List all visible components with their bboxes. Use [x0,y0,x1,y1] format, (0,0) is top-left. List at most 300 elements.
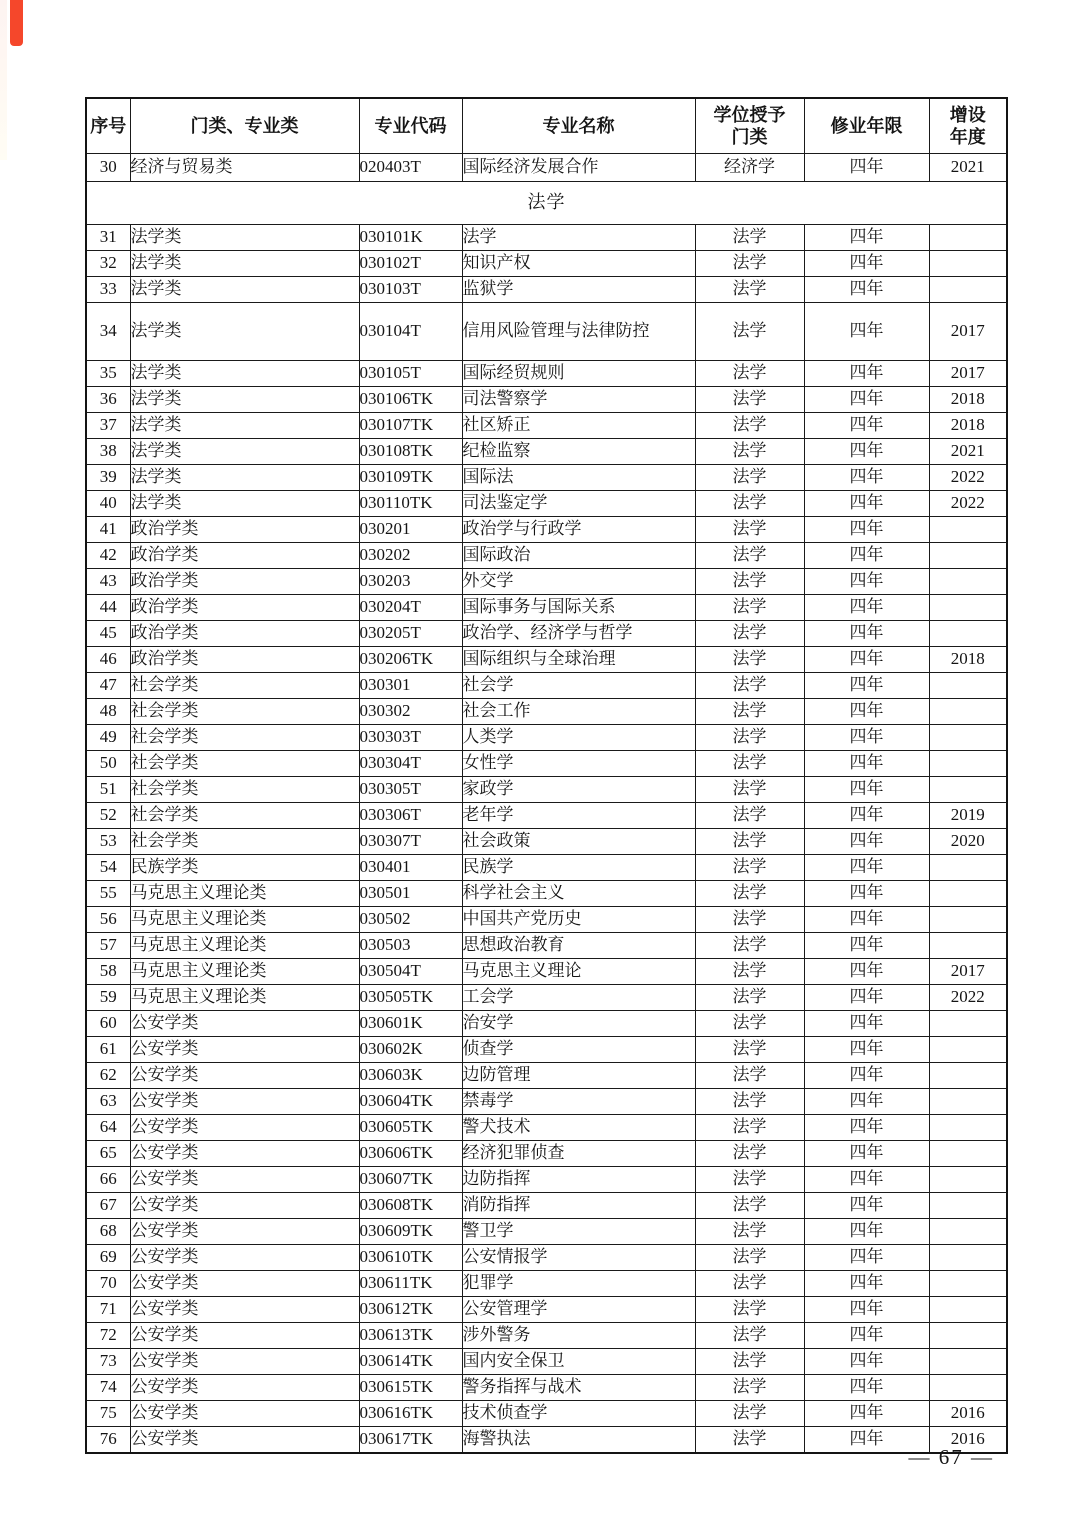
cell-serial: 65 [86,1141,130,1167]
cell-code: 020403T [359,154,462,182]
cell-serial: 39 [86,465,130,491]
cell-category: 社会学类 [130,803,359,829]
cell-category: 公安学类 [130,1193,359,1219]
cell-years: 四年 [804,439,929,465]
cell-category: 法学类 [130,465,359,491]
cell-years: 四年 [804,829,929,855]
cell-serial: 63 [86,1089,130,1115]
cell-category: 法学类 [130,303,359,361]
cell-serial: 58 [86,959,130,985]
table-row [86,933,1007,959]
cell-name: 工会学 [462,985,695,1011]
cell-years: 四年 [804,933,929,959]
cell-serial: 36 [86,387,130,413]
cell-year-added: 2022 [929,985,1007,1011]
table-row [86,439,1007,465]
cell-category: 政治学类 [130,647,359,673]
cell-code: 030305T [359,777,462,803]
table-row [86,959,1007,985]
table-row [86,1193,1007,1219]
cell-name: 公安情报学 [462,1245,695,1271]
cell-years: 四年 [804,543,929,569]
table-row [86,1063,1007,1089]
cell-degree: 法学 [695,1297,804,1323]
cell-name: 消防指挥 [462,1193,695,1219]
cell-year-added [929,569,1007,595]
cell-serial: 59 [86,985,130,1011]
cell-name: 思想政治教育 [462,933,695,959]
cell-years: 四年 [804,517,929,543]
table-row [86,621,1007,647]
cell-code: 030601K [359,1011,462,1037]
cell-name: 老年学 [462,803,695,829]
cell-serial: 48 [86,699,130,725]
cell-year-added [929,1271,1007,1297]
cell-degree: 法学 [695,1063,804,1089]
cell-years: 四年 [804,621,929,647]
cell-code: 030602K [359,1037,462,1063]
cell-year-added [929,251,1007,277]
table-row [86,154,1007,182]
cell-code: 030110TK [359,491,462,517]
cell-name: 侦查学 [462,1037,695,1063]
cell-year-added [929,1245,1007,1271]
cell-years: 四年 [804,855,929,881]
table-row [86,1375,1007,1401]
table-row [86,303,1007,361]
cell-degree: 法学 [695,1115,804,1141]
cell-code: 030606TK [359,1141,462,1167]
cell-name: 中国共产党历史 [462,907,695,933]
cell-degree: 法学 [695,1193,804,1219]
cell-serial: 42 [86,543,130,569]
cell-years: 四年 [804,1063,929,1089]
cell-code: 030105T [359,361,462,387]
cell-year-added [929,1219,1007,1245]
cell-category: 公安学类 [130,1167,359,1193]
cell-degree: 法学 [695,803,804,829]
table-row [86,1297,1007,1323]
cell-category: 法学类 [130,251,359,277]
cell-year-added [929,673,1007,699]
cell-degree: 法学 [695,491,804,517]
cell-name: 马克思主义理论 [462,959,695,985]
cell-degree: 法学 [695,303,804,361]
section-title: 法学 [86,182,1007,225]
cell-years: 四年 [804,725,929,751]
cell-degree: 法学 [695,907,804,933]
table-header [86,98,1007,154]
cell-year-added [929,1349,1007,1375]
cell-name: 外交学 [462,569,695,595]
cell-name: 警犬技术 [462,1115,695,1141]
cell-name: 技术侦查学 [462,1401,695,1427]
cell-name: 警卫学 [462,1219,695,1245]
cell-name: 社会学 [462,673,695,699]
table-row [86,517,1007,543]
cell-name: 法学 [462,225,695,251]
cell-degree: 法学 [695,277,804,303]
cell-code: 030502 [359,907,462,933]
cell-years: 四年 [804,1167,929,1193]
cell-category: 马克思主义理论类 [130,959,359,985]
cell-serial: 50 [86,751,130,777]
cell-category: 公安学类 [130,1297,359,1323]
cell-name: 政治学、经济学与哲学 [462,621,695,647]
cell-name: 家政学 [462,777,695,803]
table-row [86,251,1007,277]
col-header-years: 修业年限 [804,98,929,154]
cell-year-added [929,225,1007,251]
cell-serial: 34 [86,303,130,361]
cell-code: 030204T [359,595,462,621]
table-row [86,881,1007,907]
cell-serial: 38 [86,439,130,465]
cell-years: 四年 [804,881,929,907]
cell-year-added: 2020 [929,829,1007,855]
cell-name: 纪检监察 [462,439,695,465]
cell-degree: 法学 [695,1037,804,1063]
cell-degree: 法学 [695,1271,804,1297]
table-row [86,1037,1007,1063]
cell-years: 四年 [804,985,929,1011]
cell-degree: 法学 [695,387,804,413]
table-row [86,777,1007,803]
cell-degree: 法学 [695,1141,804,1167]
cell-degree: 法学 [695,413,804,439]
cell-years: 四年 [804,1323,929,1349]
cell-degree: 法学 [695,933,804,959]
table-row [86,829,1007,855]
cell-category: 公安学类 [130,1323,359,1349]
cell-year-added: 2021 [929,154,1007,182]
cell-year-added [929,855,1007,881]
cell-category: 政治学类 [130,595,359,621]
cell-degree: 法学 [695,621,804,647]
cell-name: 国际组织与全球治理 [462,647,695,673]
cell-year-added [929,1089,1007,1115]
cell-category: 马克思主义理论类 [130,907,359,933]
cell-serial: 55 [86,881,130,907]
table-row [86,361,1007,387]
cell-years: 四年 [804,465,929,491]
cell-category: 政治学类 [130,569,359,595]
cell-category: 公安学类 [130,1037,359,1063]
cell-code: 030107TK [359,413,462,439]
cell-code: 030104T [359,303,462,361]
cell-serial: 31 [86,225,130,251]
cell-year-added [929,777,1007,803]
cell-year-added [929,1375,1007,1401]
cell-category: 社会学类 [130,751,359,777]
cell-years: 四年 [804,1271,929,1297]
cell-code: 030504T [359,959,462,985]
cell-year-added: 2021 [929,439,1007,465]
col-header-name: 专业名称 [462,98,695,154]
cell-degree: 法学 [695,543,804,569]
cell-serial: 45 [86,621,130,647]
cell-year-added [929,1297,1007,1323]
table-row [86,569,1007,595]
cell-name: 信用风险管理与法律防控 [462,303,695,361]
cell-years: 四年 [804,1141,929,1167]
cell-code: 030608TK [359,1193,462,1219]
cell-year-added: 2016 [929,1401,1007,1427]
cell-degree: 法学 [695,465,804,491]
cell-category: 政治学类 [130,543,359,569]
cell-serial: 35 [86,361,130,387]
col-header-year-added: 增设 年度 [929,98,1007,154]
cell-year-added [929,1167,1007,1193]
table-row [86,277,1007,303]
cell-category: 公安学类 [130,1401,359,1427]
cell-category: 公安学类 [130,1271,359,1297]
cell-category: 公安学类 [130,1219,359,1245]
cell-code: 030109TK [359,465,462,491]
cell-year-added [929,1011,1007,1037]
cell-category: 公安学类 [130,1115,359,1141]
cell-year-added [929,751,1007,777]
cell-serial: 49 [86,725,130,751]
cell-years: 四年 [804,491,929,517]
cell-years: 四年 [804,387,929,413]
cell-degree: 法学 [695,251,804,277]
cell-degree: 法学 [695,1011,804,1037]
cell-name: 国际法 [462,465,695,491]
cell-name: 犯罪学 [462,1271,695,1297]
cell-year-added [929,1063,1007,1089]
cell-category: 民族学类 [130,855,359,881]
cell-code: 030108TK [359,439,462,465]
cell-name: 边防指挥 [462,1167,695,1193]
cell-name: 社区矫正 [462,413,695,439]
cell-category: 社会学类 [130,673,359,699]
cell-category: 法学类 [130,491,359,517]
cell-degree: 法学 [695,1323,804,1349]
cell-years: 四年 [804,673,929,699]
cell-years: 四年 [804,569,929,595]
cell-degree: 法学 [695,777,804,803]
cell-name: 海警执法 [462,1427,695,1454]
table-row [86,387,1007,413]
cell-category: 公安学类 [130,1245,359,1271]
cell-name: 国际事务与国际关系 [462,595,695,621]
table-row [86,1271,1007,1297]
table-row [86,413,1007,439]
cell-years: 四年 [804,777,929,803]
col-header-category: 门类、专业类 [130,98,359,154]
cell-years: 四年 [804,1219,929,1245]
table-row [86,1401,1007,1427]
col-header-degree: 学位授予 门类 [695,98,804,154]
cell-year-added [929,517,1007,543]
cell-serial: 47 [86,673,130,699]
table-row [86,1115,1007,1141]
cell-degree: 法学 [695,673,804,699]
cell-year-added: 2017 [929,361,1007,387]
cell-year-added [929,907,1007,933]
cell-serial: 66 [86,1167,130,1193]
cell-name: 经济犯罪侦查 [462,1141,695,1167]
cell-years: 四年 [804,751,929,777]
cell-code: 030303T [359,725,462,751]
cell-degree: 法学 [695,1219,804,1245]
cell-code: 030609TK [359,1219,462,1245]
table-row [86,699,1007,725]
cell-degree: 法学 [695,361,804,387]
cell-serial: 46 [86,647,130,673]
cell-code: 030202 [359,543,462,569]
cell-name: 科学社会主义 [462,881,695,907]
cell-code: 030106TK [359,387,462,413]
cell-code: 030304T [359,751,462,777]
cell-name: 涉外警务 [462,1323,695,1349]
cell-category: 社会学类 [130,725,359,751]
cell-name: 社会政策 [462,829,695,855]
cell-years: 四年 [804,277,929,303]
cell-years: 四年 [804,803,929,829]
cell-code: 030613TK [359,1323,462,1349]
cell-name: 监狱学 [462,277,695,303]
col-header-code: 专业代码 [359,98,462,154]
cell-degree: 法学 [695,829,804,855]
cell-years: 四年 [804,647,929,673]
cell-years: 四年 [804,1193,929,1219]
table-row [86,491,1007,517]
cell-name: 国内安全保卫 [462,1349,695,1375]
cell-year-added: 2022 [929,491,1007,517]
cell-name: 社会工作 [462,699,695,725]
cell-code: 030301 [359,673,462,699]
cell-category: 法学类 [130,361,359,387]
cell-category: 马克思主义理论类 [130,985,359,1011]
cell-serial: 52 [86,803,130,829]
cell-serial: 76 [86,1427,130,1454]
cell-serial: 60 [86,1011,130,1037]
cell-name: 治安学 [462,1011,695,1037]
cell-years: 四年 [804,699,929,725]
cell-code: 030610TK [359,1245,462,1271]
cell-degree: 法学 [695,1167,804,1193]
cell-code: 030205T [359,621,462,647]
table-row [86,647,1007,673]
cell-category: 公安学类 [130,1141,359,1167]
cell-category: 公安学类 [130,1011,359,1037]
cell-degree: 法学 [695,1245,804,1271]
cell-code: 030605TK [359,1115,462,1141]
cell-year-added [929,621,1007,647]
table-row [86,985,1007,1011]
cell-year-added: 2022 [929,465,1007,491]
cell-category: 公安学类 [130,1349,359,1375]
cell-serial: 37 [86,413,130,439]
cell-name: 警务指挥与战术 [462,1375,695,1401]
cell-name: 司法警察学 [462,387,695,413]
cell-degree: 法学 [695,1401,804,1427]
cell-years: 四年 [804,1427,929,1454]
cell-serial: 74 [86,1375,130,1401]
cell-years: 四年 [804,1375,929,1401]
cell-serial: 61 [86,1037,130,1063]
cell-year-added: 2018 [929,413,1007,439]
cell-serial: 51 [86,777,130,803]
cell-serial: 30 [86,154,130,182]
cell-degree: 法学 [695,439,804,465]
cell-years: 四年 [804,1089,929,1115]
cell-degree: 经济学 [695,154,804,182]
cell-category: 公安学类 [130,1427,359,1454]
cell-category: 公安学类 [130,1063,359,1089]
cell-year-added [929,933,1007,959]
table-row [86,225,1007,251]
cell-serial: 70 [86,1271,130,1297]
cell-year-added: 2018 [929,647,1007,673]
cell-years: 四年 [804,225,929,251]
cell-category: 公安学类 [130,1375,359,1401]
cell-year-added [929,543,1007,569]
cell-name: 司法鉴定学 [462,491,695,517]
table-row [86,751,1007,777]
cell-serial: 43 [86,569,130,595]
cell-category: 法学类 [130,439,359,465]
cell-serial: 32 [86,251,130,277]
cell-code: 030611TK [359,1271,462,1297]
cell-category: 经济与贸易类 [130,154,359,182]
cell-serial: 56 [86,907,130,933]
table-row [86,907,1007,933]
cell-year-added [929,595,1007,621]
cell-code: 030607TK [359,1167,462,1193]
table-row [86,803,1007,829]
cell-serial: 54 [86,855,130,881]
cell-serial: 41 [86,517,130,543]
cell-serial: 62 [86,1063,130,1089]
cell-name: 知识产权 [462,251,695,277]
cell-serial: 44 [86,595,130,621]
table-row [86,1349,1007,1375]
cell-category: 法学类 [130,413,359,439]
cell-code: 030203 [359,569,462,595]
table-body [86,154,1007,1454]
cell-degree: 法学 [695,1089,804,1115]
cell-category: 马克思主义理论类 [130,933,359,959]
cell-degree: 法学 [695,225,804,251]
cell-degree: 法学 [695,1427,804,1454]
cell-years: 四年 [804,1011,929,1037]
cell-degree: 法学 [695,647,804,673]
table-row [86,1167,1007,1193]
header-row [86,98,1007,154]
majors-table [85,97,1008,1454]
section-divider-row [86,182,1007,225]
cell-serial: 67 [86,1193,130,1219]
table-row [86,1427,1007,1454]
cell-category: 法学类 [130,277,359,303]
cell-code: 030201 [359,517,462,543]
cell-name: 政治学与行政学 [462,517,695,543]
cell-year-added: 2019 [929,803,1007,829]
cell-years: 四年 [804,154,929,182]
cell-years: 四年 [804,303,929,361]
cell-degree: 法学 [695,569,804,595]
cell-name: 国际经济发展合作 [462,154,695,182]
cell-serial: 68 [86,1219,130,1245]
table-row [86,465,1007,491]
cell-category: 法学类 [130,387,359,413]
cell-serial: 40 [86,491,130,517]
table-row [86,855,1007,881]
cell-degree: 法学 [695,1375,804,1401]
